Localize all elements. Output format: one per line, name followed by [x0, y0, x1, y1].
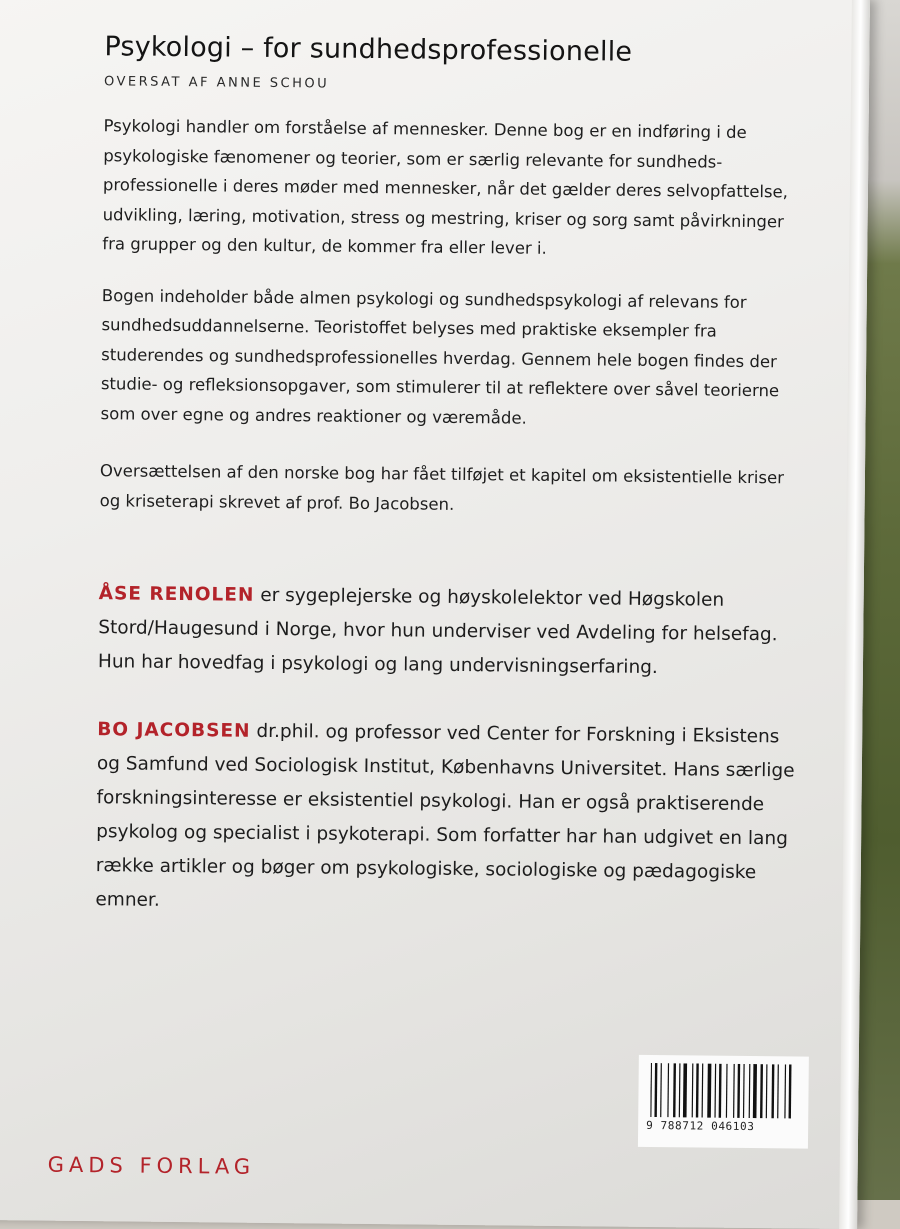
author-bio-text: er sygeplejerske og høyskolelektor ved Høgskolen Stord/Haugesund i Norge, hvor hun underviser ved Avdeling for helsefag. Hun har hovedfag i psykologi og lang undervisningserfaring. [97, 584, 778, 679]
author-bio-renolen [98, 577, 799, 686]
isbn-barcode [638, 1055, 809, 1149]
description-paragraph: Oversættelsen af den norske bog har fået tilføjet et kapitel om eksistentielle kriser og kriseterapi skrevet af prof. Bo Jacobsen. [99, 461, 785, 514]
isbn-digits: 9 788712 046103 [646, 1118, 755, 1134]
barcode-icon [650, 1063, 801, 1121]
translator-line: OVERSAT AF ANNE SCHOU [103, 74, 330, 92]
author-name: BO JACOBSEN [97, 719, 251, 742]
publisher-name: GADS FORLAG [47, 1152, 256, 1179]
author-bio-jacobsen [95, 713, 797, 924]
book-title: Psykologi – for sundhedsprofessionelle [104, 31, 633, 68]
cover-text-block [95, 31, 804, 924]
description-paragraph: Psykologi handler om forståelse af mennesker. Denne bog er en indføring i de psykologiske fænomener og teorier, som er særlig relevante for sundheds-professionelle i deres møder med mennesker, når det gælder deres selvopfattelse, udvikling, læring, motivation, stress og mestring, kriser og sorg samt påvirkninger fra grupper og den kultur, de kommer fra eller lever i. [102, 116, 789, 258]
description-paragraph: Bogen indeholder både almen psykologi og sundhedspsykologi af relevans for sundhedsuddannelserne. Teoristoffet belyses med praktiske eksempler fra studerendes og sundhedsprofessionelles hverdag. Gennem hele bogen findes der studie- og refleksionsopgaver, som stimulerer til at reflektere over såvel teorierne som over egne og andres reaktioner og væremåde. [100, 285, 780, 428]
author-name: ÅSE RENOLEN [98, 583, 255, 606]
author-bio-text: dr.phil. og professor ved Center for Forskning i Eksistens og Samfund ved Sociologisk Institut, Københavns Universitet. Hans særlige forskningsinteresse er eksistentiel psykologi. Han er også praktiserende psykolog og specialist i psykoterapi. Som forfatter har han udgivet en lang række artikler og bøger om psykologiske, sociologiske og pædagogiske emner. [95, 720, 795, 911]
